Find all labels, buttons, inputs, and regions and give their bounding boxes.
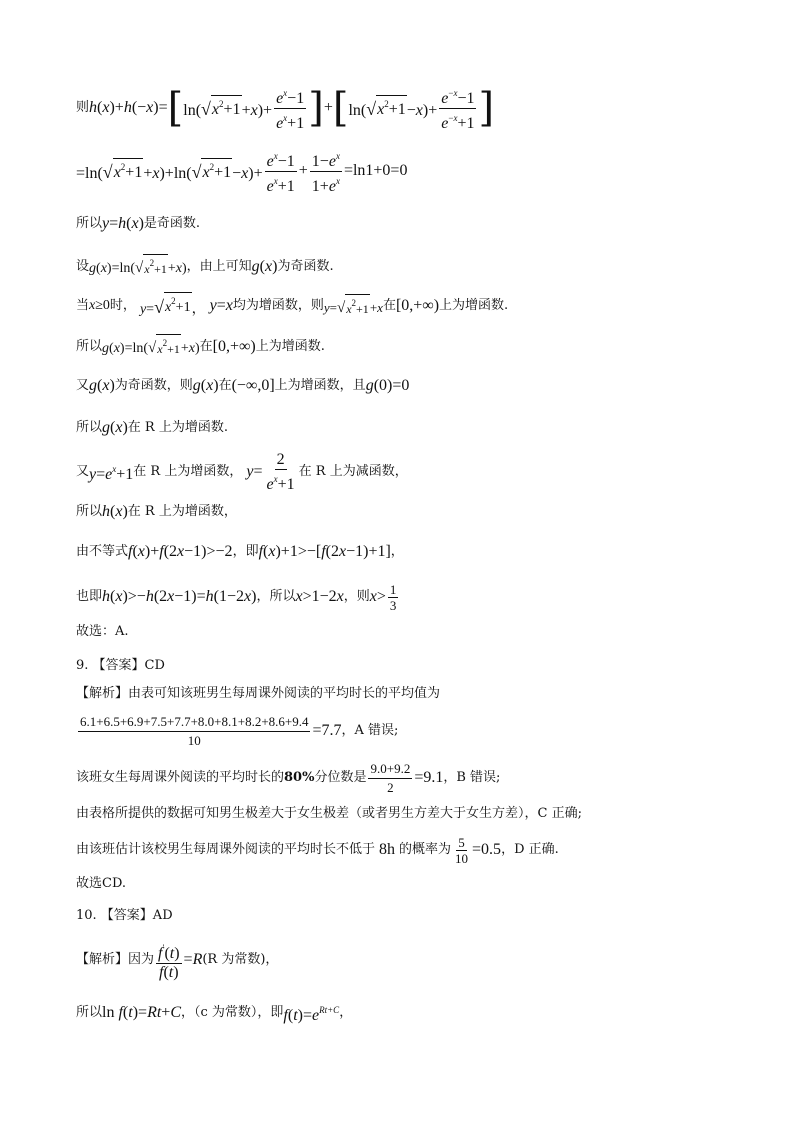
answer-10: 10. 【答案】AD bbox=[76, 908, 173, 923]
text-line-4: 设 g(x)=ln( √ $x^2+1$ +x) ，由上可知 g(x) 为奇函数. bbox=[76, 254, 334, 279]
text-line-19: 由该班估计该校男生每周课外阅读的平均时长不低于 8h 的概率为 $\frac{5}{10}$ =0.5 ，D 正确. bbox=[76, 834, 559, 866]
text-line-12: 也即 h(x)>−h(2x−1)=h(1−2x) ，所以 x>1−2x ，则 x> $\frac{1}{3}$ bbox=[76, 581, 397, 613]
text-line-18: 由表格所提供的数据可知男生极差大于女生极差（或者男生方差大于女生方差），C 正确; bbox=[76, 806, 582, 821]
bracket-left: [ bbox=[167, 85, 184, 131]
text-line-3: 所以 y=h(x) 是奇函数. bbox=[76, 215, 201, 232]
math-result: =ln1+0=0 bbox=[343, 162, 408, 179]
text-line-8: 所以 g(x) 在 R 上为增函数. bbox=[76, 419, 228, 436]
math-hx-sum: h(x)+h(−x)= bbox=[89, 99, 168, 116]
frac-ex-2: $\frac{e^x-1}{e^x+1}$ bbox=[265, 147, 297, 196]
answer-9: 9. 【答案】CD bbox=[76, 658, 165, 673]
frac-e-neg-x: $\frac{e^{-x}-1}{e^{-x}+1}$ bbox=[439, 84, 476, 133]
text-line-5: 当 x≥0 时， y= √ $x^2+1$ ， y=x 均为增函数，则 y= √ $x^2+1$ +x 在 [0,+∞) 上为增函数. bbox=[76, 292, 508, 320]
text-line-9: 又 $y=e^x+1$ 在 R 上为增函数， y= $\frac{2}{e^x+1}$ 在 R 上为减函数， bbox=[76, 450, 408, 493]
math-ln-minus: ln( √ $x^2+1$ −x)+ bbox=[348, 95, 437, 121]
frac-1-ex: $\frac{1-e^x}{1+e^x}$ bbox=[310, 147, 342, 196]
text-line-11: 由不等式 f(x)+f(2x−1)>−2 ，即 f(x)+1>−[f(2x−1)+1] ， bbox=[76, 543, 404, 560]
bracket-right-2: ] bbox=[478, 85, 495, 131]
frac-2-ex: $\frac{2}{e^x+1}$ bbox=[266, 450, 295, 493]
frac-percentile: $\frac{9.0+9.2}{2}$ bbox=[370, 760, 411, 795]
text-line-16: $\frac{6.1+6.5+6.9+7.5+7.7+8.0+8.1+8.2+8.6+9.4}{10}$ =7.7 ，A 错误; bbox=[80, 713, 399, 748]
bracket-left-2: [ bbox=[332, 85, 349, 131]
text-line-13: 故选：A. bbox=[76, 624, 129, 639]
text-line-6: 所以 g(x)=ln( √ $x^2+1$ +x) 在 [0,+∞) 上为增函数. bbox=[76, 334, 325, 359]
bracket-right: ] bbox=[308, 85, 324, 131]
text-ze: 则 bbox=[76, 100, 90, 115]
formula-line-2: =ln( √ $x^2+1$ +x)+ln( √ $x^2+1$ −x)+ $\frac{e^x-1}{e^x+1}$ + $\frac{1-e^x}{1+e^x}$ =ln1+0=0 bbox=[76, 148, 407, 194]
math-ln-plus: ln( √ $x^2+1$ +x)+ bbox=[183, 95, 272, 121]
frac-mean: $\frac{6.1+6.5+6.9+7.5+7.7+8.0+8.1+8.2+8.6+9.4}{10}$ bbox=[80, 713, 309, 748]
text-line-23: 所以 ln f(t)=Rt+C ，（c 为常数），即 $f(t)=e^{Rt+C}$ ， bbox=[76, 1004, 353, 1024]
frac-fprime: $\frac{f'(t)}{f(t)}$ bbox=[156, 939, 182, 982]
analysis-10: 【解析】因为 $\frac{f'(t)}{f(t)}$ =R (R 为常数)， bbox=[76, 938, 278, 982]
text-line-17: 该班女生每周课外阅读的平均时长的 80% 分位数是 $\frac{9.0+9.2}{2}$ =9.1 ，B 错误; bbox=[76, 760, 501, 795]
frac-5-10: $\frac{5}{10}$ bbox=[455, 834, 469, 866]
analysis-9: 【解析】由表可知该班男生每周课外阅读的平均时长的平均值为 bbox=[76, 686, 441, 701]
text-line-10: 所以 h(x) 在 R 上为增函数， bbox=[76, 503, 237, 520]
text-line-20: 故选CD. bbox=[76, 876, 127, 891]
text-line-7: 又 g(x) 为奇函数，则 g(x) 在 (−∞,0] 上为增函数，且 g(0)=0 bbox=[76, 377, 410, 394]
formula-line-1: 则 h(x)+h(−x)= [ ln( √ $x^2+1$ +x)+ $\frac{e^x-1}{e^x+1}$ ] + [ ln( √ $x^2+1$ −x)+ $\frac{e^{-x}-1}{e^{-x}+1}$ ] bbox=[76, 85, 495, 132]
math-eq-sum: =ln( √ $x^2+1$ +x)+ln( √ $x^2+1$ −x)+ bbox=[76, 158, 263, 184]
frac-ex: $\frac{e^x-1}{e^x+1}$ bbox=[274, 84, 306, 133]
frac-1-3: $\frac{1}{3}$ bbox=[389, 581, 397, 613]
